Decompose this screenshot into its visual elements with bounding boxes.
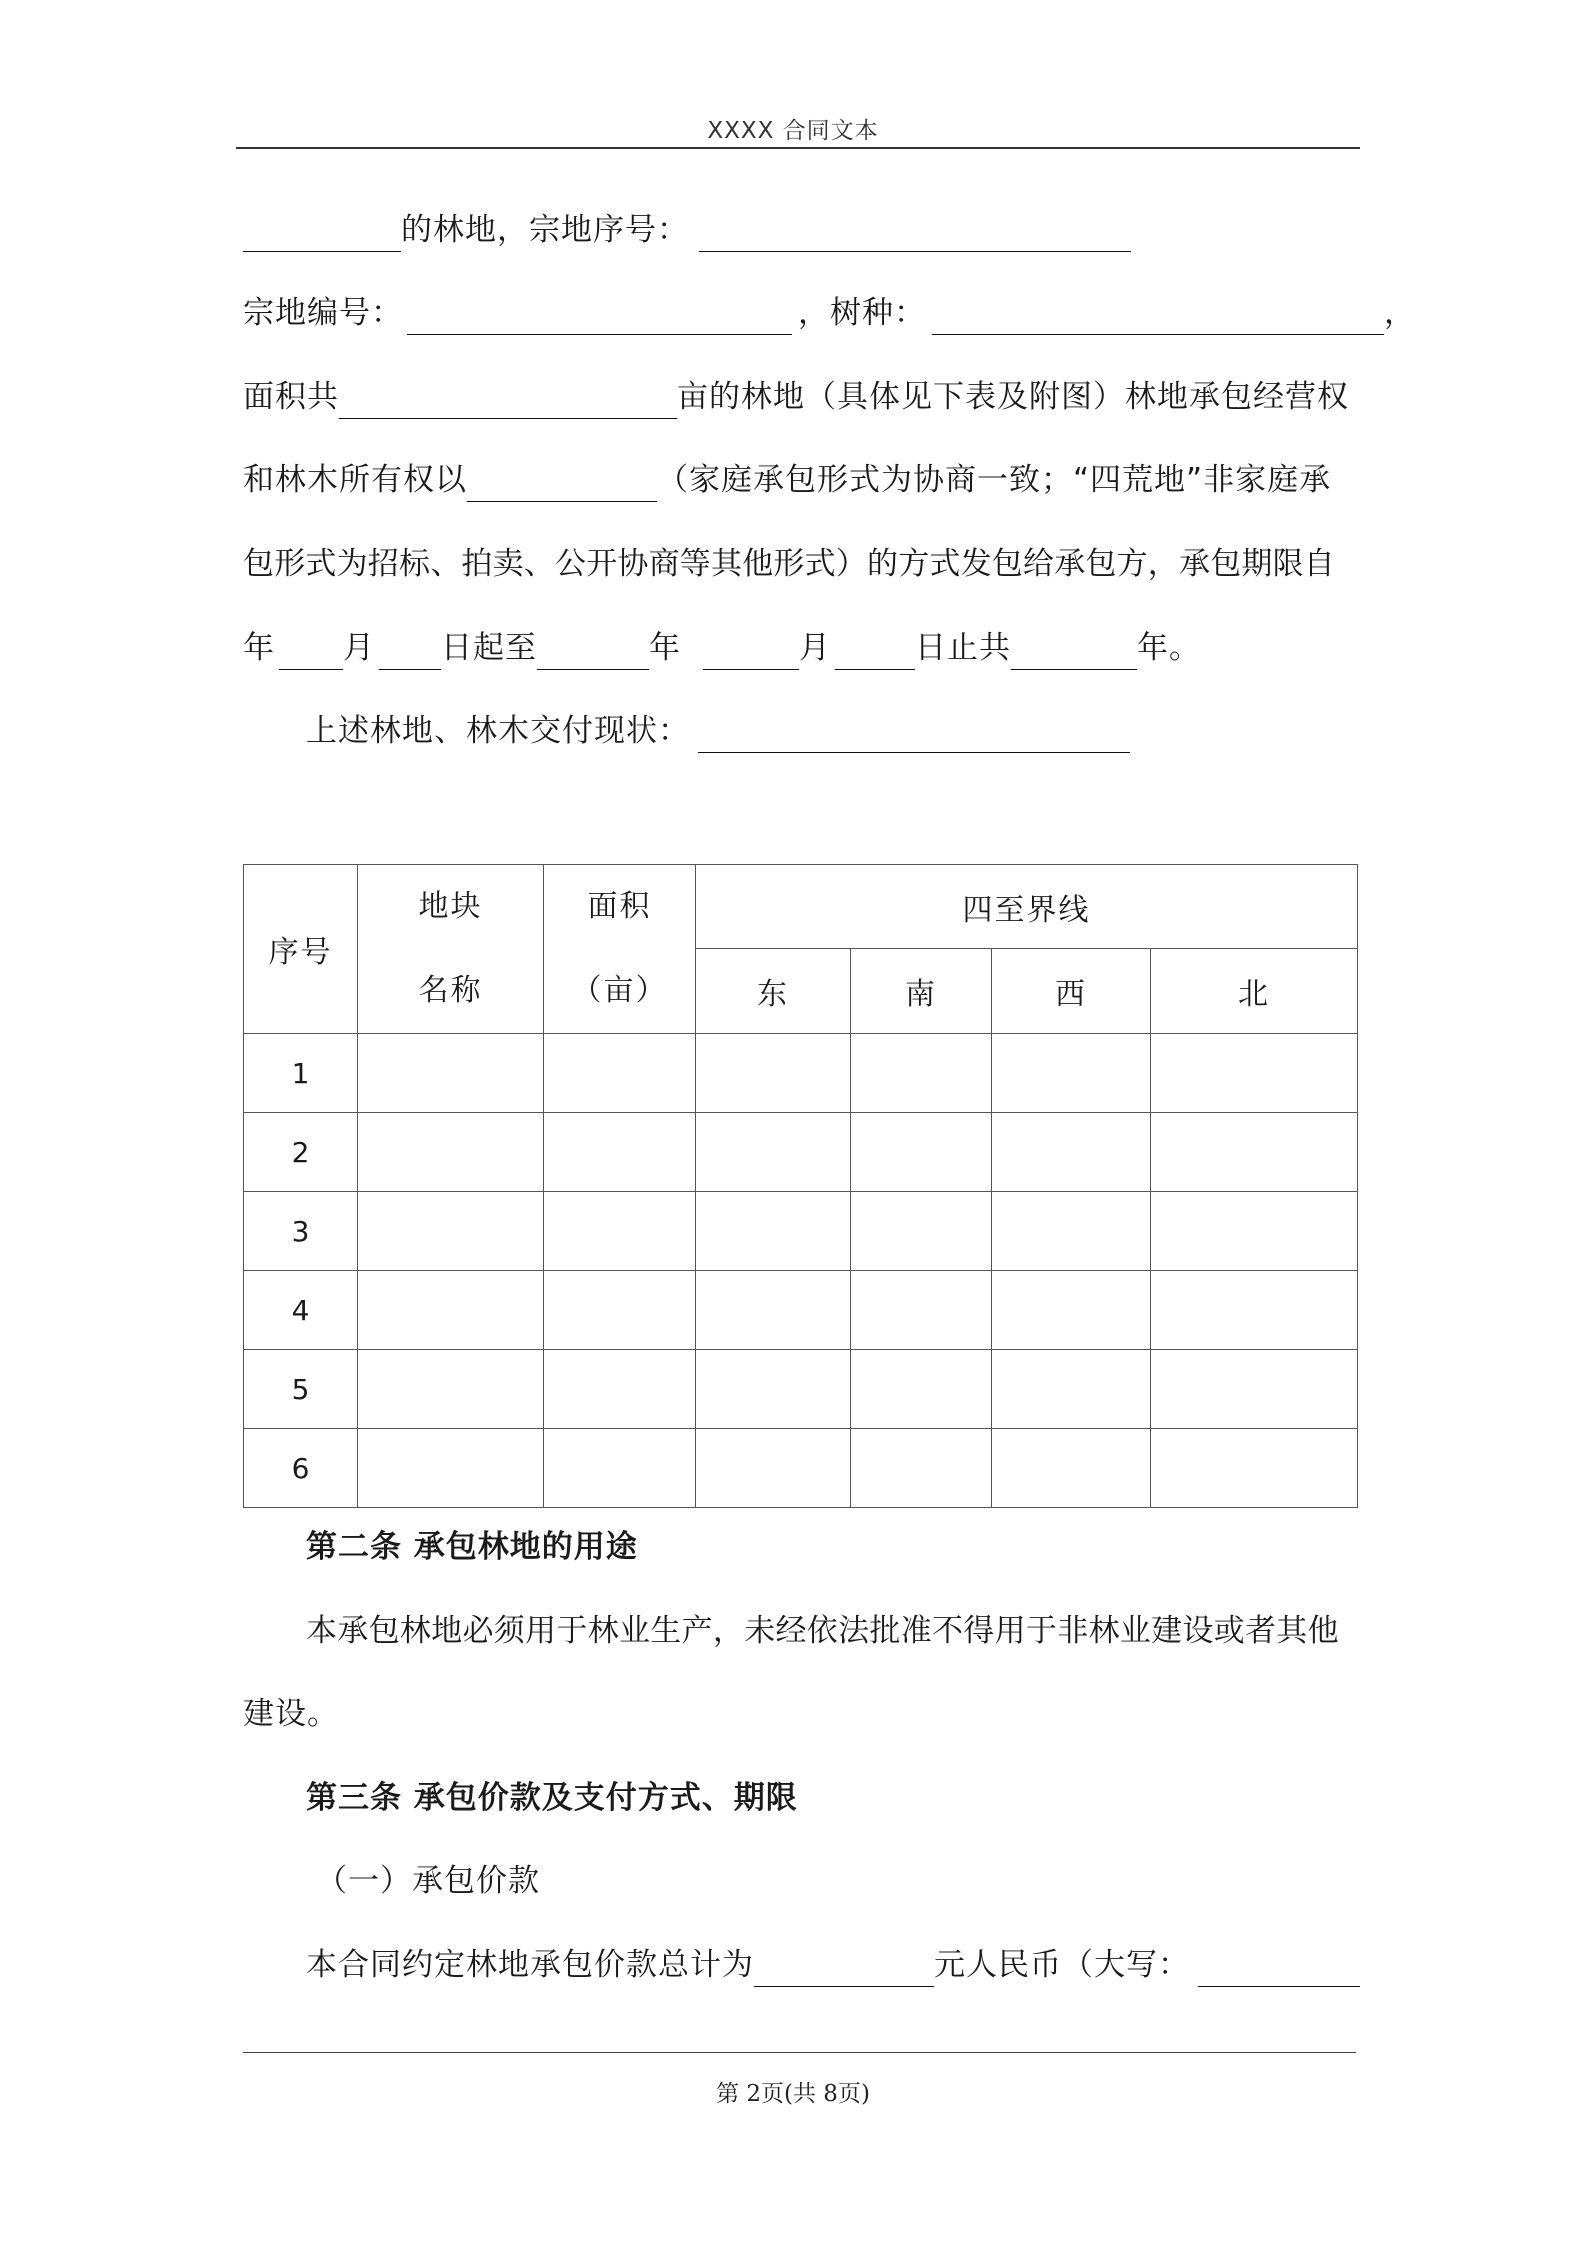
cell-east xyxy=(696,1271,851,1350)
cell-north xyxy=(1151,1350,1358,1429)
total-years-label: 年。 xyxy=(1137,630,1201,666)
table-row xyxy=(244,1034,1358,1113)
header-area xyxy=(544,865,696,1034)
row-seq: 3 xyxy=(244,1192,358,1271)
header-divider xyxy=(236,147,1360,149)
rmb-uppercase-label: 元人民币（大写： xyxy=(934,1947,1190,1983)
cell-south xyxy=(851,1192,992,1271)
cell-south xyxy=(851,1113,992,1192)
blank-start-month xyxy=(279,629,343,670)
cell-west xyxy=(992,1271,1151,1350)
article-2-body-line1: 本承包林地必须用于林业生产，未经依法批准不得用于非林业建设或者其他 xyxy=(306,1613,1339,1649)
cell-area xyxy=(544,1113,696,1192)
article-2-title: 第二条 承包林地的用途 xyxy=(306,1529,638,1565)
cell-south xyxy=(851,1034,992,1113)
cell-south xyxy=(851,1350,992,1429)
blank-contract-method xyxy=(467,461,657,502)
start-day-label: 日起至 xyxy=(441,630,537,666)
header-boundaries: 四至界线 xyxy=(696,865,1358,949)
blank-area xyxy=(339,378,677,419)
line2-comma: ， xyxy=(1384,295,1416,331)
cell-west xyxy=(992,1350,1151,1429)
page-header-title: XXXX 合同文本 xyxy=(707,118,879,144)
cell-plot-name xyxy=(358,1192,544,1271)
blank-plot-number xyxy=(407,294,792,335)
header-area-line2: （亩） xyxy=(571,973,668,1008)
blank-total-years xyxy=(1011,629,1137,670)
header-west: 西 xyxy=(992,949,1151,1034)
cell-east xyxy=(696,1113,851,1192)
cell-plot-name xyxy=(358,1113,544,1192)
cell-west xyxy=(992,1034,1151,1113)
row-seq: 6 xyxy=(244,1429,358,1508)
blank-end-day xyxy=(835,629,915,670)
cell-north xyxy=(1151,1429,1358,1508)
header-south: 南 xyxy=(851,949,992,1034)
text-line-5: 包形式为招标、拍卖、公开协商等其他形式）的方式发包给承包方，承包期限自 xyxy=(243,546,1335,582)
row-seq: 2 xyxy=(244,1113,358,1192)
cell-east xyxy=(696,1350,851,1429)
cell-east xyxy=(696,1034,851,1113)
text-line-2 xyxy=(243,291,1416,335)
start-month-label: 月 xyxy=(343,630,375,666)
contract-method-note: （家庭承包形式为协商一致；“四荒地”非家庭承 xyxy=(657,462,1332,498)
text-line-1 xyxy=(243,208,1131,252)
forest-plot-seq-label: 的林地，宗地序号： xyxy=(401,212,689,248)
blank-forest-location xyxy=(243,211,401,252)
text-line-4 xyxy=(243,458,1331,502)
article-3-title: 第三条 承包价款及支付方式、期限 xyxy=(306,1780,798,1816)
row-seq: 1 xyxy=(244,1034,358,1113)
tree-species-label: ，树种： xyxy=(798,295,926,331)
blank-tree-species xyxy=(932,294,1384,335)
header-north: 北 xyxy=(1151,949,1358,1034)
cell-plot-name xyxy=(358,1034,544,1113)
cell-west xyxy=(992,1113,1151,1192)
cell-south xyxy=(851,1271,992,1350)
end-month-label: 月 xyxy=(799,630,831,666)
article-3-subsection-1: （一）承包价款 xyxy=(316,1863,540,1899)
row-seq: 4 xyxy=(244,1271,358,1350)
land-plot-table xyxy=(243,864,1358,1508)
blank-end-month xyxy=(703,629,799,670)
cell-plot-name xyxy=(358,1271,544,1350)
cell-north xyxy=(1151,1113,1358,1192)
end-day-label: 日止共 xyxy=(915,630,1011,666)
cell-plot-name xyxy=(358,1429,544,1508)
table-row xyxy=(244,1113,1358,1192)
end-year-label: 年 xyxy=(649,630,681,666)
table-row xyxy=(244,1350,1358,1429)
blank-end-year xyxy=(537,629,649,670)
ownership-label: 和林木所有权以 xyxy=(243,462,467,498)
cell-east xyxy=(696,1429,851,1508)
cell-plot-name xyxy=(358,1350,544,1429)
text-line-3 xyxy=(243,375,1349,419)
header-east: 东 xyxy=(696,949,851,1034)
cell-area xyxy=(544,1350,696,1429)
cell-west xyxy=(992,1429,1151,1508)
table-row xyxy=(244,1192,1358,1271)
table-row xyxy=(244,1271,1358,1350)
contract-price-label: 本合同约定林地承包价款总计为 xyxy=(306,1947,754,1983)
table-header-row-1 xyxy=(244,865,1358,949)
article-3-body xyxy=(306,1943,1360,1987)
header-plot-name xyxy=(358,865,544,1034)
cell-area xyxy=(544,1034,696,1113)
cell-east xyxy=(696,1192,851,1271)
cell-north xyxy=(1151,1034,1358,1113)
header-area-line1: 面积 xyxy=(587,889,652,924)
blank-price-uppercase xyxy=(1198,1946,1360,1987)
plot-number-label: 宗地编号： xyxy=(243,295,403,331)
blank-delivery-status xyxy=(698,712,1130,753)
delivery-status-label: 上述林地、林木交付现状： xyxy=(306,713,690,749)
cell-north xyxy=(1151,1192,1358,1271)
area-label: 面积共 xyxy=(243,379,339,415)
page-number: 第 2页(共 8页) xyxy=(716,2081,870,2107)
header-plot-name-line2: 名称 xyxy=(418,973,483,1008)
row-seq: 5 xyxy=(244,1350,358,1429)
header-seq: 序号 xyxy=(244,865,358,1034)
cell-area xyxy=(544,1192,696,1271)
cell-south xyxy=(851,1429,992,1508)
table-row xyxy=(244,1429,1358,1508)
header-plot-name-line1: 地块 xyxy=(418,889,483,924)
cell-north xyxy=(1151,1271,1358,1350)
cell-area xyxy=(544,1271,696,1350)
blank-plot-sequence xyxy=(699,211,1131,252)
area-description: 亩的林地（具体见下表及附图）林地承包经营权 xyxy=(677,379,1349,415)
text-line-6 xyxy=(243,626,1201,670)
blank-start-day xyxy=(379,629,441,670)
article-2-body-line2: 建设。 xyxy=(243,1696,339,1732)
cell-west xyxy=(992,1192,1151,1271)
blank-contract-price xyxy=(754,1946,934,1987)
start-year-label: 年 xyxy=(243,630,275,666)
cell-area xyxy=(544,1429,696,1508)
text-line-7 xyxy=(306,709,1130,753)
footer-divider xyxy=(243,2052,1356,2053)
